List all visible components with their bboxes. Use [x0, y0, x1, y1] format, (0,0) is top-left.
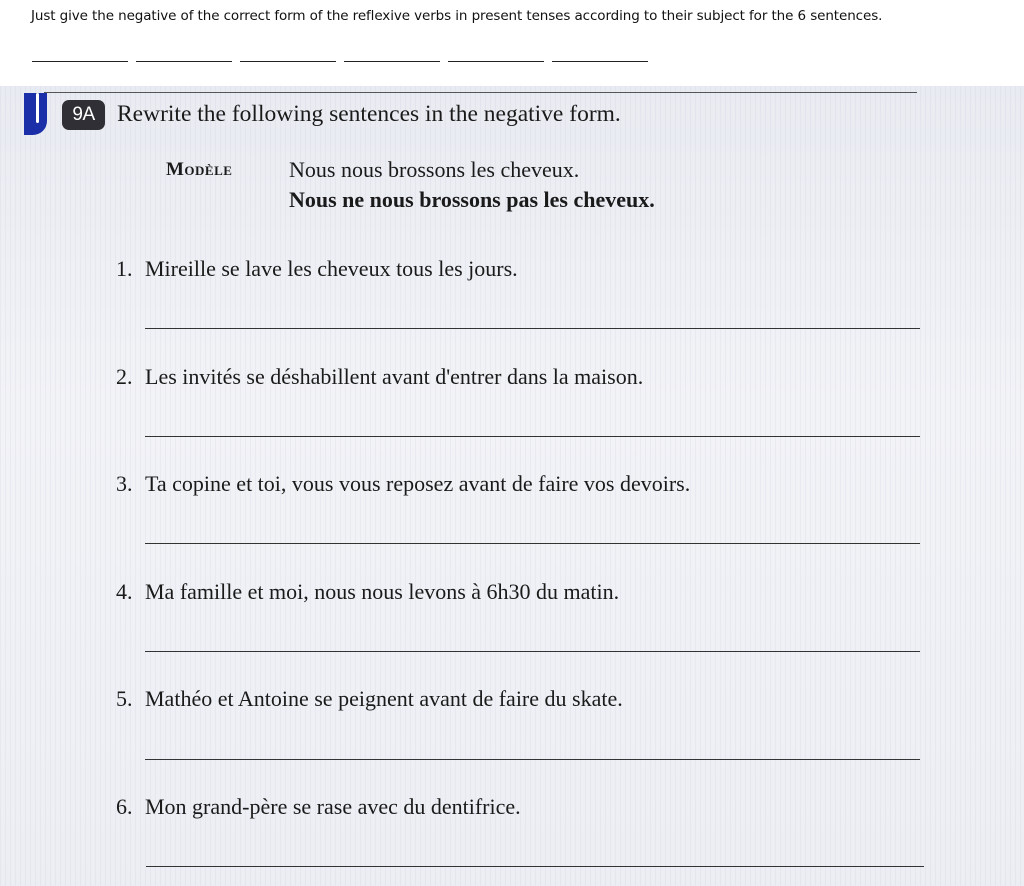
item-sentence: Mon grand-père se rase avec du dentifrice. — [145, 794, 521, 819]
answer-line — [146, 866, 924, 867]
item-sentence: Mathéo et Antoine se peignent avant de faire du skate. — [145, 686, 623, 711]
exercise-item — [116, 471, 690, 497]
exercise-item — [116, 686, 623, 712]
item-number: 2. — [116, 364, 133, 389]
item-number: 5. — [116, 686, 133, 711]
model-label: Modèle — [166, 159, 233, 180]
answer-blanks — [32, 61, 648, 62]
item-sentence: Les invités se déshabillent avant d'entrer dans la maison. — [145, 364, 644, 389]
answer-blank-1 — [32, 61, 128, 62]
item-sentence: Ma famille et moi, nous nous levons à 6h30 du matin. — [145, 579, 620, 604]
section-divider — [44, 92, 917, 93]
exercise-title: Rewrite the following sentences in the negative form. — [117, 101, 621, 127]
answer-line — [145, 543, 920, 544]
item-number: 4. — [116, 579, 133, 604]
item-number: 3. — [116, 471, 133, 496]
section-tab-marker — [24, 93, 47, 135]
answer-line — [145, 651, 920, 652]
answer-blank-5 — [448, 61, 544, 62]
exercise-item — [116, 364, 643, 390]
answer-blank-3 — [240, 61, 336, 62]
question-header — [0, 0, 1024, 86]
answer-blank-6 — [552, 61, 648, 62]
item-number: 1. — [116, 256, 133, 281]
model-answer: Nous ne nous brossons pas les cheveux. — [289, 187, 655, 212]
answer-line — [145, 436, 920, 437]
item-sentence: Ta copine et toi, vous vous reposez avant de faire vos devoirs. — [145, 471, 691, 496]
exercise-item — [116, 794, 521, 820]
question-instruction: Just give the negative of the correct form of the reflexive verbs in present tenses according to their subject for the 6 sentences. — [31, 8, 883, 24]
model-sentence: Nous nous brossons les cheveux. — [289, 157, 580, 182]
answer-line — [145, 759, 920, 760]
exercise-badge: 9A — [62, 100, 105, 130]
item-sentence: Mireille se lave les cheveux tous les jours. — [145, 256, 518, 281]
answer-blank-2 — [136, 61, 232, 62]
exercise-item — [116, 256, 518, 282]
answer-line — [145, 328, 920, 329]
exercise-item — [116, 579, 619, 605]
item-number: 6. — [116, 794, 133, 819]
answer-blank-4 — [344, 61, 440, 62]
